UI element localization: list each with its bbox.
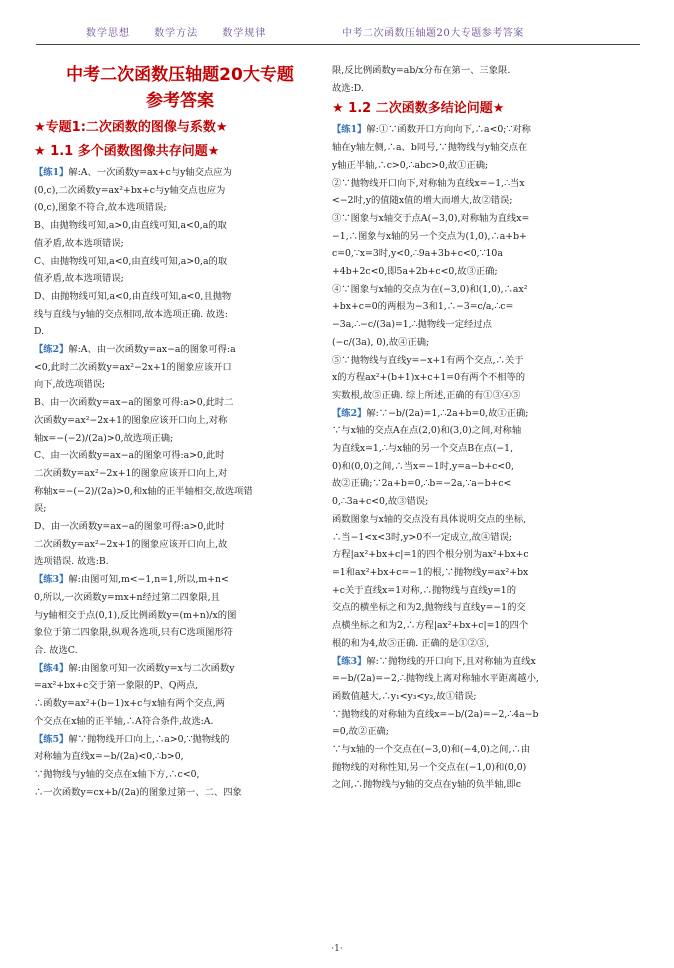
- text-line: [34, 642, 326, 660]
- text-line: [332, 546, 624, 564]
- text-line: [332, 281, 624, 299]
- line-text: 实数根,故⑤正确. 综上所述,正确的有①③④⑤: [332, 389, 521, 401]
- exercise-tag: 【练2】: [34, 344, 69, 356]
- text-line: [34, 500, 326, 518]
- header-item: 数学思想: [86, 28, 130, 39]
- text-line: [332, 653, 624, 671]
- section-heading: ★专题1:二次函数的图像与系数★: [34, 120, 228, 135]
- text-line: [34, 607, 326, 625]
- line-text: ∵与x轴的一个交点在(−3,0)和(−4,0)之间,∴由: [332, 744, 531, 756]
- line-text: 0,∴3a+c<0,故③错误;: [332, 496, 429, 508]
- line-text: 函数值越大,∴y₁<y₃<y₂,故①错误;: [332, 690, 477, 702]
- text-line: [34, 518, 326, 536]
- text-line: [332, 529, 624, 547]
- text-line: [332, 405, 624, 423]
- text-line: [34, 394, 326, 412]
- text-line: [34, 182, 326, 200]
- text-line: [34, 660, 326, 678]
- text-line: [34, 695, 326, 713]
- text-line: [34, 341, 326, 359]
- text-line: [332, 582, 624, 600]
- text-line: [332, 723, 624, 741]
- line-text: 为直线x=1,∴与x轴的另一个交点B在点(−1,: [332, 443, 514, 455]
- exercise-tag: 【练1】: [34, 167, 69, 178]
- line-text: 解:由图可知,m<−1,n=1,所以,m+n<: [68, 574, 229, 586]
- text-line: [34, 677, 326, 695]
- line-text: C、由一次函数y=ax−a的图象可得:a>0,此时: [34, 450, 225, 462]
- text-line: [332, 635, 624, 653]
- document-title: [34, 62, 326, 114]
- line-text: 与y轴相交于点(0,1),反比例函数y=(m+n)/x的图: [34, 609, 237, 621]
- line-text: −1,∴图象与x轴的另一个交点为(1,0),∴a+b+: [332, 230, 527, 242]
- text-line: [34, 306, 326, 324]
- line-text: C、由抛物线可知,a<0,由直线可知,a>0,a的取: [34, 255, 228, 267]
- text-line: [34, 217, 326, 235]
- line-text: 轴x=−(−2)/(2a)>0,故选项正确;: [34, 432, 174, 444]
- line-text: 称轴x=−(−2)/(2a)>0,和x轴的正半轴相交,故选项错: [34, 485, 253, 497]
- text-line: [34, 447, 326, 465]
- line-text: =1和ax²+bx+c=−1的根,∵抛物线y=ax²+bx: [332, 566, 529, 578]
- line-text: B、由一次函数y=ax−a的图象可得:a>0,此时二: [34, 397, 234, 409]
- text-line: [34, 571, 326, 589]
- line-text: ③∵图象与x轴交于点A(−3,0),对称轴为直线x=: [332, 212, 530, 224]
- text-line: [332, 511, 624, 529]
- page-number: ·1·: [331, 944, 343, 954]
- text-line: [332, 564, 624, 582]
- line-text: 0,所以,一次函数y=mx+n经过第二四象限,且: [34, 591, 220, 603]
- line-text: 轴在y轴左侧,∴a、b同号,∵抛物线与y轴交点在: [332, 142, 528, 154]
- text-line: [332, 706, 624, 724]
- exercise-tag: 【练3】: [34, 574, 69, 586]
- exercise-tag: 【练4】: [34, 662, 69, 674]
- line-text: 解:A、一次函数y=ax+c与y轴交点应为: [68, 167, 232, 178]
- right-column: [332, 62, 624, 794]
- text-line: [34, 713, 326, 731]
- line-text: 解:①∵函数开口方向向下,∴a<0;∵对称: [366, 124, 531, 136]
- text-line: [332, 670, 624, 688]
- line-text: 值矛盾,故本选项错误;: [34, 273, 124, 285]
- line-text: 交点的横坐标之和为2,抛物线与直线y=−1的交: [332, 602, 526, 614]
- line-text: 选项错误. 故选:B.: [34, 556, 109, 568]
- text-line: [34, 288, 326, 306]
- text-line: [332, 475, 624, 493]
- text-line: [332, 422, 624, 440]
- line-text: 根的和为4,故⑤正确. 正确的是①②⑤,: [332, 637, 490, 649]
- text-line: [34, 784, 326, 802]
- line-text: 解∵抛物线开口向上,∴a>0,∵抛物线的: [68, 733, 230, 745]
- text-line: [34, 624, 326, 642]
- line-text: 故选:D.: [332, 82, 364, 94]
- right-top-body: [332, 62, 624, 97]
- line-text: 抛物线的对称性知,另一个交点在(−1,0)和(0,0): [332, 761, 527, 773]
- line-text: 解:A、由一次函数y=ax−a的图象可得:a: [68, 344, 236, 356]
- text-line: [332, 599, 624, 617]
- text-line: [332, 369, 624, 387]
- text-line: [34, 235, 326, 253]
- header-item: 数学规律: [222, 28, 267, 39]
- text-line: [332, 210, 624, 228]
- text-line: [332, 228, 624, 246]
- line-text: ∴一次函数y=cx+b/(2a)的图象过第一、二、四象: [34, 786, 242, 798]
- line-text: ∴当−1<x<3时,y>0不一定成立,故④错误;: [332, 531, 513, 543]
- line-text: D、由一次函数y=ax−a的图象可得:a>0,此时: [34, 521, 225, 533]
- text-line: [34, 270, 326, 288]
- text-line: [332, 298, 624, 316]
- exercise-tag: 【练2】: [332, 407, 367, 419]
- text-line: [34, 766, 326, 784]
- line-text: =0,故②正确;: [332, 726, 389, 738]
- line-text: =−b/(2a)=−2,∴抛物线上离对称轴水平距离越小,: [332, 673, 539, 685]
- left-body: [34, 164, 326, 801]
- title-line1: 中考二次函数压轴题20大专题: [66, 65, 294, 85]
- line-text: +4b+2c<0,即5a+2b+c<0,故③正确;: [332, 266, 498, 278]
- line-text: (−c/(3a), 0),故④正确;: [332, 336, 430, 348]
- text-line: [34, 465, 326, 483]
- line-text: 之间,∴抛物线与y轴的交点在y轴的负半轴,即c: [332, 779, 521, 791]
- text-line: [34, 323, 326, 341]
- title-line2: 参考答案: [146, 91, 214, 111]
- text-line: [34, 483, 326, 501]
- subsection-heading: ★ 1.2 二次函数多结论问题★: [332, 101, 505, 117]
- text-line: [332, 617, 624, 635]
- line-text: ④∵图象与x轴的交点为在(−3,0)和(1,0),∴ax²: [332, 283, 528, 295]
- header-item: 数学方法: [154, 28, 199, 39]
- line-text: =ax²+bx+c交于第一象限的P、Q两点,: [34, 680, 199, 692]
- line-text: D、由抛物线可知,a<0,由直线可知,a<0,且抛物: [34, 290, 232, 302]
- line-text: <0,此时二次函数y=ax²−2x+1的图象应该开口: [34, 361, 232, 373]
- text-line: [332, 458, 624, 476]
- text-line: [34, 430, 326, 448]
- line-text: (0,c),图象不符合,故本选项错误;: [34, 202, 167, 214]
- line-text: 象位于第二四象限,纵观各选项,只有C选项图形符: [34, 627, 233, 639]
- line-text: 向下,故选项错误;: [34, 379, 106, 391]
- line-text: 0)和(0,0)之间,∴当x=−1时,y=a−b+c<0,: [332, 460, 514, 472]
- left-column: [34, 62, 326, 801]
- right-body: [332, 121, 624, 794]
- subsection-heading: ★ 1.1 多个函数图像共存问题★: [34, 144, 220, 159]
- line-text: +bx+c=0的两根为−3和1,∴−3=c/a,∴c=: [332, 301, 514, 313]
- line-text: ∴函数y=ax²+(b−1)x+c与x轴有两个交点,两: [34, 698, 225, 710]
- line-text: ∵抛物线的对称轴为直线x=−b/(2a)=−2,∴4a−b: [332, 708, 539, 720]
- text-line: [34, 199, 326, 217]
- text-line: [332, 62, 624, 80]
- line-text: +c关于直线x=1对称,∴抛物线与直线y=1的: [332, 584, 517, 596]
- text-line: [332, 741, 624, 759]
- text-line: [332, 263, 624, 281]
- line-text: 值矛盾,故本选项错误;: [34, 237, 124, 249]
- text-line: [332, 80, 624, 98]
- header-left: [86, 24, 286, 39]
- text-line: [332, 352, 624, 370]
- header-right: 中考二次函数压轴题20大专题参考答案: [342, 28, 524, 39]
- line-text: 对称轴为直线x=−b/(2a)<0,∴b>0,: [34, 751, 184, 763]
- text-line: [332, 688, 624, 706]
- text-line: [332, 139, 624, 157]
- line-text: 限,反比例函数y=ab/x分布在第一、三象限.: [332, 65, 511, 76]
- line-text: 二次函数y=ax²−2x+1的图象应该开口向上,对: [34, 467, 228, 479]
- line-text: c=0,∵x=3时,y<0,∴9a+3b+c<0,∵10a: [332, 248, 503, 260]
- text-line: [332, 192, 624, 210]
- line-text: 函数图象与x轴的交点没有具体说明交点的坐标,: [332, 513, 527, 525]
- text-line: [332, 440, 624, 458]
- line-text: −3a,∴−c/(3a)=1,∴抛物线一定经过点: [332, 319, 492, 331]
- exercise-tag: 【练5】: [34, 733, 69, 745]
- line-text: <−2时,y的值随x值的增大而增大,故②错误;: [332, 195, 513, 207]
- line-text: 次函数y=ax²−2x+1的图象应该开口向上,对称: [34, 414, 228, 426]
- line-text: D.: [34, 326, 45, 338]
- page-header: [36, 14, 640, 45]
- text-line: [34, 536, 326, 554]
- line-text: 点横坐标之和为2,∴方程|ax²+bx+c|=1的四个: [332, 620, 529, 632]
- exercise-tag: 【练1】: [332, 124, 367, 136]
- line-text: 故②正确;∵2a+b=0,∴b=−2a,∵a−b+c<: [332, 478, 512, 490]
- text-line: [34, 731, 326, 749]
- text-line: [332, 157, 624, 175]
- text-line: [332, 245, 624, 263]
- line-text: 线与直线与y轴的交点相同,故本选项正确. 故选:: [34, 308, 228, 320]
- text-line: [332, 387, 624, 405]
- line-text: ∵与x轴的交点A在点(2,0)和(3,0)之间,对称轴: [332, 425, 522, 437]
- exercise-tag: 【练3】: [332, 655, 367, 667]
- line-text: 二次函数y=ax²−2x+1的图象应该开口向上,故: [34, 538, 228, 550]
- text-line: [332, 776, 624, 794]
- line-text: 解:由图象可知一次函数y=x与二次函数y: [68, 662, 235, 674]
- text-line: [34, 412, 326, 430]
- line-text: ∵抛物线与y轴的交点在x轴下方,∴c<0,: [34, 768, 200, 780]
- line-text: 误;: [34, 503, 47, 515]
- line-text: 解:∵−b/(2a)=1,∴2a+b=0,故①正确;: [366, 407, 529, 419]
- line-text: y轴正半轴,∴c>0,∴abc>0,故①正确;: [332, 159, 489, 171]
- line-text: x的方程ax²+(b+1)x+c+1=0有两个不相等的: [332, 372, 526, 384]
- line-text: 个交点在x轴的正半轴,∴A符合条件,故选:A.: [34, 715, 214, 727]
- line-text: 合. 故选C.: [34, 644, 78, 656]
- line-text: 方程|ax²+bx+c|=1的四个根分别为ax²+bx+c: [332, 549, 529, 561]
- line-text: ②∵抛物线开口向下,对称轴为直线x=−1,∴当x: [332, 177, 525, 189]
- text-line: [332, 316, 624, 334]
- text-line: [332, 759, 624, 777]
- line-text: 解:∵抛物线的开口向下,且对称轴为直线x: [366, 655, 536, 667]
- text-line: [332, 493, 624, 511]
- text-line: [34, 359, 326, 377]
- line-text: ⑤∵抛物线与直线y=−x+1有两个交点,∴关于: [332, 354, 524, 366]
- text-line: [34, 376, 326, 394]
- text-line: [332, 175, 624, 193]
- text-line: [34, 748, 326, 766]
- text-line: [332, 334, 624, 352]
- text-line: [34, 589, 326, 607]
- line-text: B、由抛物线可知,a>0,由直线可知,a<0,a的取: [34, 220, 227, 232]
- text-line: [34, 253, 326, 271]
- line-text: (0,c),二次函数y=ax²+bx+c与y轴交点也应为: [34, 184, 226, 196]
- text-line: [34, 553, 326, 571]
- text-line: [332, 121, 624, 139]
- text-line: [34, 164, 326, 182]
